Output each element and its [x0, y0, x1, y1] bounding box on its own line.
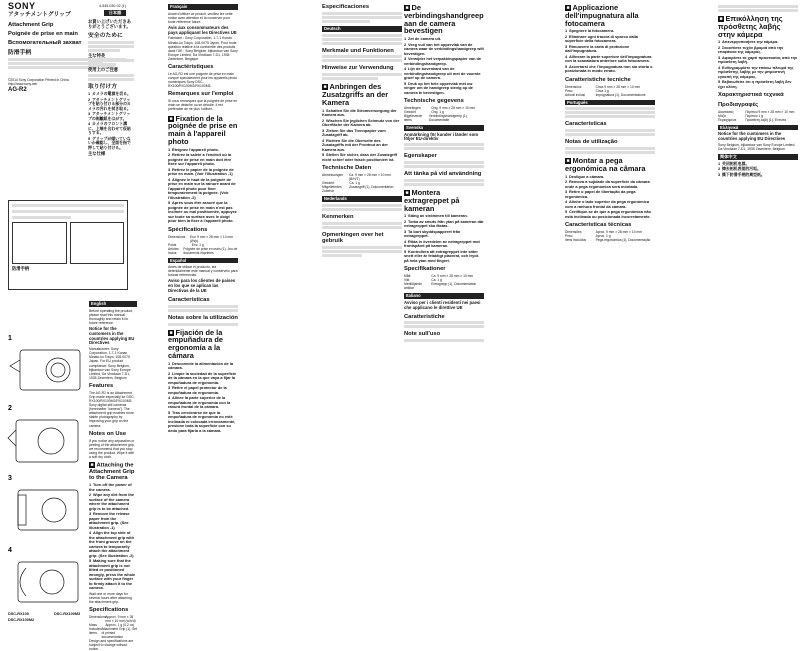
de-step-3: 3 Ziehen Sie das Trennpapier vom Zusatzgriff ab.	[322, 127, 386, 138]
pt-step-5: 5 Certifique-se de que a pega ergonómica não está inclinada ou posicionada incorretamente.	[565, 209, 651, 219]
illustration	[6, 330, 86, 630]
lang-header-de: Deutsch	[322, 26, 402, 32]
sv-notice-title: Anmärkning för kunder i länder som följer EU-direktiv	[404, 131, 479, 142]
el-attach-title: ■ Επικόλληση της πρόσθετης λαβής στην κάμερα	[718, 14, 783, 39]
figure-label-1: 1	[8, 335, 12, 342]
title-ja: アタッチメントグリップ	[8, 12, 71, 19]
ja-section-0: お買い上げいただきありがとうございます。	[88, 19, 131, 29]
it-spec-title: Caratteristiche tecniche	[565, 76, 631, 83]
fr-step-2: 2 Retirez la saleté à l'endroit où la poignée de prise en main doit être fixée sur l'appareil photo.	[168, 152, 232, 167]
fr-spec-title: Spécifications	[168, 226, 208, 233]
it-spec-row: Peso Circa 1 g	[565, 88, 609, 93]
de-step-5: 5 Stellen Sie sicher, dass der Zusatzgriff nicht schief oder falsch positioniert ist.	[322, 152, 398, 162]
en-notes: If you notice any separation or peeling of the attachment grip, we recommend that you stop using the product. Wipe it with a soft dry cloth.	[89, 438, 135, 459]
en-attach-title: ■ Attaching the Attachment Grip to the Camera	[89, 462, 135, 482]
copyright: ©2014 Sony Corporation Printed in China	[8, 77, 69, 82]
brand-logo: SONY	[8, 1, 36, 11]
camera-drawing-4	[18, 562, 78, 602]
de-features-title: Merkmale und Funktionen	[322, 47, 394, 54]
es-notice-title: Aviso para los clientes de países en los que se aplican las Directivas de la UE	[168, 278, 236, 294]
es-cont-title: Especificaciones	[322, 4, 370, 10]
de-spec-row: Abmessungen Ca. 9 mm × 28 mm × 10 mm (B/H/T)	[322, 173, 391, 182]
fr-step-4: 4 Alignez le haut de la poignée de prise en main sur la rainure avant de l'appareil photo pour fixer temporairement la poignée. (Voir l'illustration -2)	[168, 176, 236, 200]
figure-icon: ■	[169, 329, 173, 336]
sv-step-1: 1 Stäng av strömmen till kameran.	[404, 213, 468, 219]
nl-features-title: Kenmerken	[322, 213, 354, 220]
en-intro: Before operating the product, please read this manual thoroughly and retain it for future reference.	[89, 308, 133, 325]
ja-spec-title: 主な仕様	[88, 151, 106, 156]
camera-drawing-2	[8, 420, 78, 462]
sv-spec-row: Mått Ca. 9 mm × 28 mm × 10 mm	[404, 274, 474, 279]
it-notes-title: Note sull'uso	[404, 331, 441, 338]
fr-intro: Avant d'utiliser ce produit, veuillez lire cette notice avec attention et la conserver pour toute référence future.	[168, 11, 233, 24]
zh-title: 防滑手柄	[12, 266, 30, 271]
pt-step-4: 4 Alinhe o lado superior da pega ergonómica com a ranhura frontal da câmara.	[565, 199, 649, 209]
pt-step-1: 1 Desligue a câmara.	[565, 173, 605, 179]
en-spec-row: Included items Attachment Grip (1), Set of printed documentation	[89, 626, 138, 639]
fr-notice-title: Avis aux consommateurs des pays appliquant les Directives UE	[168, 24, 237, 35]
sv-spec-title: Specifikationer	[404, 266, 446, 273]
sv-spec-row: Medföljande artiklar Extragrepp (1), Dokumentation	[404, 282, 477, 291]
el-spec-row: Περιεχόμενα Πρόσθετη λαβή (1), Έντυπα	[718, 117, 787, 122]
it-step-2: 2 Eliminare ogni traccia di sporco dalla superficie della fotocamera.	[565, 33, 638, 44]
model-number: AG-R2	[8, 86, 27, 93]
column-dutch-swedish	[404, 4, 484, 644]
nl-spec-row: Afmetingen Ong. 9 mm × 28 mm × 10 mm	[404, 106, 476, 111]
pt-spec-row: Dimensões Aprox. 9 mm × 28 mm × 10 mm	[565, 230, 642, 235]
figure-label-3: 3	[8, 475, 12, 482]
en-step-4: 4 Align the top side of the attachment grip with the front groove on the camera to temporarily attach the attachment grip. (See illustration -2)	[89, 530, 134, 558]
pt-step-3: 3 Retire o papel de libertação da pega ergonómica.	[565, 189, 636, 199]
model-label-2: DSC-RX100M2	[8, 618, 35, 622]
nl-step-2: 2 Veeg vuil van het oppervlak van de camera waar de verbindingshandgreep wilt bevestigen.	[404, 41, 484, 56]
de-notes-title: Hinweise zur Verwendung	[322, 65, 394, 72]
el-step-3: 3 Αφαιρέστε το χαρτί προστασίας από την πρόσθετη λαβή.	[718, 54, 798, 65]
de-spec-title: Technische Daten	[322, 165, 372, 172]
de-attach-title: ■ Anbringen des Zusatzgriffs an der Kamera	[322, 82, 389, 107]
pt-notes-title: Notas de utilização	[565, 139, 618, 146]
lang-header-es: Español	[168, 258, 238, 264]
fr-attach-title: ■ Fixation de la poignée de prise en main à l'appareil photo	[168, 113, 238, 146]
lang-header-it: Italiano	[404, 293, 484, 299]
column-german	[322, 4, 402, 644]
pt-spec-row: Itens incluídos Pega ergonómica (1), Documentação	[565, 238, 651, 243]
figure-icon: ■	[566, 5, 570, 12]
en-step-2: 2 Wipe any dirt from the surface of the camera where the attachment grip is to be attached.	[89, 492, 135, 511]
ja-section-3: 使用上のご注意	[88, 67, 119, 73]
el-step-5: 5 Βεβαιωθείτε ότι η πρόσθετη λαβή δεν έχει κλίση.	[718, 79, 792, 89]
en-notes-title: Notes on Use	[89, 430, 127, 437]
el-step-2: 2 Σκουπίστε τυχόν βρομιά από την επιφάνεια της κάμερας.	[718, 44, 784, 55]
fr-step-3: 3 Retirez le papier de la poignée de prise en main. (Voir l'illustration -1)	[168, 166, 234, 177]
en-design: Design and specifications are subject to change without notice.	[89, 638, 134, 651]
ja-section-4: 取り付け方	[88, 84, 117, 91]
de-step-2: 2 Wischen Sie jeglichen Schmutz von der Oberfläche der Kamera ab.	[322, 117, 400, 128]
lang-header-el: Ελληνικά	[718, 125, 798, 131]
figure-icon: ■	[719, 16, 723, 23]
el-spec-row: Μάζα Περίπου 1 g	[718, 113, 764, 118]
figure-label-2: 2	[8, 405, 12, 412]
pt-spec-title: Características técnicas	[565, 222, 632, 229]
lang-header-zh: 简体中文	[718, 154, 798, 160]
lang-header-fr: Français	[168, 4, 238, 10]
es-step-5: 5 Tras cerciorarse de que la empuñadura de ergonomía no esté inclinada ni colocada erróneamente, presione toda la superficie con su dedo para fijarla a la cámara.	[168, 409, 236, 433]
es-attach-title: ■ Fijación de la empuñadura de ergonomía a la cámara	[168, 327, 224, 361]
sv-spec-row: Vikt Ca. 1 g	[404, 278, 442, 283]
en-step-5: 5 Making sure that the attachment grip is not tilted or positioned wrongly, press the whole surface with your finger to firmly attach it to the camera.	[89, 558, 136, 591]
de-step-1: 1 Schalten Sie die Stromversorgung der Kamera aus.	[322, 107, 397, 118]
sv-notes-title: Att tänka på vid användning	[404, 171, 482, 178]
model-label-3: DSC-RX100M3	[54, 612, 81, 616]
eu-notice: Notice for the customers in the countries applying EU Directives	[718, 131, 786, 142]
column-french	[168, 4, 238, 644]
es-step-2: 2 Limpie la suciedad de la superficie de la cámara en la que vaya a fijar la empuñadura de ergonomía.	[168, 370, 237, 385]
fr-features-title: Caractéristiques	[168, 64, 214, 71]
el-step-1: 1 Απενεργοποιήστε την κάμερα.	[718, 39, 779, 45]
fr-spec-row: Poids Env. 1 g	[168, 242, 204, 247]
it-notice-title: Avviso per i clienti residenti nei paesi che applicano le direttive UE	[404, 299, 481, 310]
url: http://www.sony.net/	[8, 81, 38, 86]
figure-icon: ■	[405, 190, 409, 197]
it-spec-row: Articoli inclusi Impugnatura (1), Documentazione	[565, 92, 646, 97]
it-features-title: Caratteristiche	[404, 313, 445, 320]
sv-features-title: Egenskaper	[404, 153, 437, 160]
it-step-4: 4 Allineare la parte superiore dell'impugnatura con la scanalatura anteriore sulla fotocamera.	[565, 53, 652, 64]
en-notice-title: Notice for the customers in the countries applying EU Directives	[89, 325, 135, 346]
lang-header-en: English	[89, 301, 137, 307]
nl-step-1: 1 Zet de camera uit.	[404, 36, 442, 42]
sv-step-4: 4 Rikta in överdelen av extragreppet mot frontspåret på kameran.	[404, 238, 480, 249]
es-features-title: Características	[168, 296, 210, 303]
figure-icon: ■	[169, 115, 173, 122]
ja-section-2: 主な特長	[88, 52, 106, 58]
en-notice: Manufacturer: Sony Corporation, 1-7-1 Konan Minato-ku Tokyo, 108-0075 Japan. For EU product compliance: Sony Belgium, bijkantoor van Sony Europe Limited, Da Vincilaan 7-D1, 1935 Zaventem, Belgium	[89, 347, 131, 380]
illustration-area	[6, 330, 86, 630]
column-greek	[718, 4, 798, 644]
ja-step-5: 5 グリップが傾いていないか確認し、全面を指で押して貼り付ける。	[88, 135, 131, 150]
pt-features-title: Características	[565, 121, 607, 128]
sv-step-3: 3 Ta bort skyddspapperet från extragreppet.	[404, 228, 461, 239]
figure-icon: ■	[405, 5, 409, 12]
nl-step-4: 4 Lijn de bovenkant van de verbindingshandgreep uit met de voorste groef op de camera.	[404, 66, 481, 81]
column-italian-portuguese	[565, 4, 655, 644]
sv-step-2: 2 Torka av smuts från ytan på kameran där extragreppet ska fästas.	[404, 218, 484, 229]
nl-step-3: 3 Verwijder het verpakkingspapier van de verbindingshandgreep.	[404, 56, 482, 66]
es-step-1: 1 Desconecte la alimentación de la cámara.	[168, 360, 233, 371]
title-en: Attachment Grip	[8, 21, 54, 28]
eu-address: Sony Belgium, bijkantoor van Sony Europe Limited, Da Vincilaan 7-D1, 1935 Zaventem, Belgium	[718, 142, 796, 151]
ja-step-2: 2 アタッチメントグリップを貼り付ける部分のカメラの汚れを拭き取る。	[88, 96, 131, 111]
it-step-3: 3 Rimuovere la carta di protezione dall'impugnatura.	[565, 43, 630, 54]
it-step-1: 1 Spegnere la fotocamera.	[565, 28, 615, 34]
el-step-4: 4 Ευθυγραμμίστε την επάνω πλευρά της πρόσθετης λαβής με την μπροστινή εγκοπή της κάμερας.	[718, 64, 794, 79]
camera-drawing-1	[10, 350, 80, 390]
lang-header-pt: Português	[565, 100, 655, 106]
es-intro: Antes de utilizar el producto, lea detenidamente este manual y consérvelo para futuras referencias.	[168, 265, 238, 278]
en-step-3: 3 Remove the release paper from the attachment grip. (See illustration -1)	[89, 511, 130, 530]
it-spec-row: Dimensioni Circa 9 mm × 28 mm × 10 mm	[565, 84, 641, 89]
de-spec-row: Gewicht Ca. 1 g	[322, 181, 360, 186]
lang-header-ja: 日本語	[104, 10, 126, 16]
nl-spec-title: Technische gegevens	[404, 98, 464, 105]
zh-step-2: 2 擦去相机表面的污垢。	[718, 166, 761, 172]
es-notes-title: Notas sobre la utilización	[168, 314, 238, 321]
ja-step-4: 4 カメラのフロント溝に、上端を合わせて仮貼りする。	[88, 121, 131, 135]
en-step-1: 1 Turn off the power of the camera.	[89, 482, 132, 492]
fr-notes-title: Remarques sur l'emploi	[168, 91, 234, 98]
figure-label-4: 4	[8, 547, 12, 554]
pt-spec-row: Peso Aprox. 1 g	[565, 234, 611, 239]
el-spec-row: Διαστάσεις Περίπου 9 mm × 28 mm × 10 mm	[718, 109, 795, 114]
ja-section-1: 安全のために	[88, 32, 123, 39]
nl-spec-row: Gewicht Ong. 1 g	[404, 110, 444, 115]
es-step-3: 3 Retire el papel protector de la empuñadura de ergonomía.	[168, 385, 227, 395]
camera-drawing-3	[18, 490, 78, 530]
title-fr: Poignée de prise en main	[8, 30, 78, 37]
de-step-4: 4 Richten Sie die Oberseite des Zusatzgriffs mit der Frontnut an der Kamera aus.	[322, 137, 388, 152]
ja-step-1: 1 カメラの電源を切る。	[88, 91, 131, 96]
fr-spec-row: Dimensions Env. 9 mm × 28 mm × 10 mm (l/h/p)	[168, 234, 234, 243]
fr-notes: Si vous remarquez que la poignée de prise en main se détache ou se décolle, il est préférable de ne plus l'utiliser.	[168, 99, 238, 112]
pt-step-2: 2 Remova a sujidade da superfície da câmara onde a pega ergonómica será montada.	[565, 179, 650, 189]
sv-attach-title: ■ Montera extragreppet på kameran	[404, 188, 460, 213]
lang-header-nl: Nederlands	[322, 196, 402, 202]
fr-step-1: 1 Éteignez l'appareil photo.	[168, 146, 219, 152]
sv-step-5: 5 Kontrollera att extragreppet inte sitter snett eller är felaktigt placerat, och tryck på hela ytan med fingret.	[404, 248, 479, 263]
en-spec-row: Mass Approx. 1 g (0.2 oz)	[89, 622, 135, 627]
figure-icon: ■	[566, 158, 570, 165]
ja-step-3: 3 アタッチメントグリップの剥離紙をはがす。	[88, 111, 131, 121]
fr-step-5: 5 Après vous être assuré que la poignée de prise en main n'est pas inclinée ou mal positionnée, appuyez sur toute sa surface avec le doigt pour bien la fixer à l'appareil photo.	[168, 200, 237, 224]
fr-features: Le AG-R2 est une poignée de prise en main conçue spécialement pour les appareils photo numériques Sony DSC-RX100/RX100M2/RX100M3.	[168, 71, 237, 89]
figure-icon: ■	[323, 84, 327, 91]
it-step-5: 5 Accertarsi che l'impugnatura non sia storta o posizionata in modo errato.	[565, 63, 653, 74]
ja-info-box	[8, 200, 128, 290]
zh-step-1: 1 关闭相机电源。	[718, 160, 750, 166]
el-spec-title: Χαρακτηριστικά τεχνικά	[718, 92, 784, 99]
fr-spec-row: Articles inclus Poignée de prise en main (1), Jeu de documents imprimés	[168, 246, 238, 255]
en-features-title: Features	[89, 382, 114, 389]
it-attach-title: ■ Applicazione dell'impugnatura alla fotocamera	[565, 3, 639, 28]
nl-step-5: 5 Druk op het hele oppervlak met uw vinger om de handgreep stevig op de camera te bevestigen.	[404, 80, 473, 95]
pt-attach-title: ■ Montar a pega ergonómica na câmara	[565, 156, 646, 173]
zh-step-3: 3 撕下防滑手柄的离型纸。	[718, 171, 765, 177]
column-english	[89, 298, 138, 651]
model-label-1: DSC-RX100	[8, 612, 29, 616]
part-number: 4-545-030-02 (1)	[99, 4, 126, 8]
fr-notice: Fabricant : Sony Corporation, 1-7-1 Konan Minato-ku Tokyo, 108-0075 Japon. Pour toute question relative à la conformité des produits dans l'UE : Sony Belgium, bijkantoor van Sony Europe Limited, Da Vincilaan 7-D1, 1935 Zaventem, Belgique	[168, 36, 238, 61]
title-ru: Вспомогательный захват	[8, 40, 82, 47]
column-japanese-right	[88, 18, 134, 188]
nl-notes-title: Opmerkingen over het gebruik	[322, 231, 384, 245]
lang-header-sv: Svenska	[404, 125, 484, 131]
de-spec-row: Mitgeliefertes Zubehör Zusatzgriff (1), Dokumentation	[322, 185, 394, 194]
nl-attach-title: ■ De verbindingshandgreep aan de camera bevestigen	[404, 3, 484, 36]
el-product-title: Προδιαγραφές	[718, 101, 759, 108]
title-zh: 防滑手柄	[8, 49, 32, 56]
es-step-4: 4 Alinee la parte superior de la empuñadura de ergonomía con la ranura frontal de la cámara.	[168, 395, 231, 410]
en-after: Wait one or more days for several hours after attaching the attachment grip.	[89, 591, 132, 604]
en-features: The AG-R2 is an Attachment Grip made especially for DSC-RX100/RX100M2/RX100M3 Sony digital still cameras (hereinafter "camera"). The attachment grip enables more stable photography by improving your grip on the camera.	[89, 390, 135, 428]
en-spec-row: Dimensions Approx. 9 mm × 28 mm × 10 mm (w/h/d)	[89, 614, 136, 623]
nl-spec-row: Bijgeleverde items Verbindingshandgreep (1), Documentatie	[404, 114, 468, 123]
figure-icon: ■	[90, 462, 94, 469]
en-spec-title: Specifications	[89, 607, 129, 614]
